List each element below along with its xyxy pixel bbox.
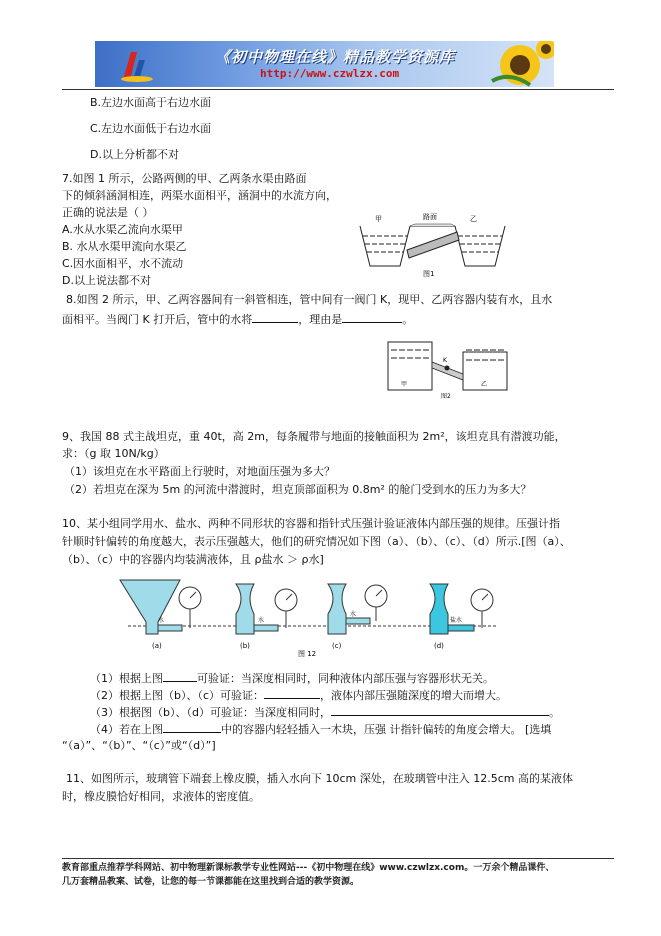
site-logo-icon	[115, 46, 155, 84]
q7-line2: 下的倾斜涵洞相连，两渠水面相平，涵洞中的水流方向，	[62, 189, 337, 202]
q10-blank-4[interactable]	[163, 721, 221, 733]
q9-line2: 求：（g 取 10N/kg）	[62, 447, 165, 460]
q9-line1: 9、我国 88 式主战坦克，重 40t，高 2m，每条履带与地面的接触面积为 2m²，该坦克具有潜渡功能，	[62, 430, 566, 443]
figure-1-canals	[355, 210, 515, 282]
q6-option-b: B.左边水面高于右边水面	[90, 96, 212, 109]
fig12-d-label: (d)	[434, 642, 444, 650]
footer-line2: 几万套精品教案、试卷，让您的每一节课都能在这里找到合适的教学资源。	[62, 877, 360, 887]
q9-part1: （1）该坦克在水平路面上行驶时，对地面压强为多大？	[64, 465, 335, 478]
sunflower-image	[490, 41, 554, 87]
q10-sub4-end: 中的容器内轻轻插入一木块，压强 计指针偏转的角度会增大。 [选填	[221, 723, 552, 736]
q10-sub3-end: 。	[548, 706, 560, 719]
fig12-c-label: (c)	[332, 642, 342, 650]
fig2-caption: 图2	[441, 393, 451, 400]
q10-sub1-start: （1）根据上图	[90, 672, 163, 685]
q10-sub1-end: 可验证：当深度相同时，同种液体内部压强与容器形状无关。	[197, 672, 494, 685]
q7-option-c: C.因水面相平，水不流动	[62, 257, 184, 270]
q7-option-a: A.水从水渠乙流向水渠甲	[62, 223, 183, 236]
q6-option-d: D.以上分析都不对	[90, 148, 179, 161]
q10-sub2	[90, 687, 507, 702]
q11-line2: 时，橡皮膜恰好相同，求液体的密度值。	[62, 790, 260, 803]
banner-title: 《初中物理在线》精品教学资源库	[215, 48, 456, 66]
q7-option-d: D.以上说法都不对	[62, 274, 151, 287]
q9-part2: （2）若坦克在深为 5m 的河流中潜渡时，坦克顶部面积为 0.8m² 的舱门受到水的压力为多大？	[64, 483, 532, 496]
q8-line2-start: 面相平。当阀门 K 打开后，管中的水将	[62, 313, 253, 326]
q8-blank-2[interactable]	[342, 311, 402, 323]
figure-12-pressure-gauges	[118, 578, 508, 658]
q8-line1: 8.如图 2 所示，甲、乙两容器间有一斜管相连，管中间有一阀门 K，现甲、乙两容器内装有水，且水	[66, 293, 553, 306]
q7-line1: 7.如图 1 所示，公路两侧的甲、乙两条水渠由路面	[62, 172, 307, 185]
fig1-label-left: 甲	[375, 215, 382, 223]
fig1-label-mid: 路面	[423, 213, 437, 221]
fig12-a-liquid: 水	[158, 617, 165, 624]
q10-sub2-end: ，液体内部压强随深度的增大而增大。	[320, 689, 508, 702]
fig12-a-label: (a)	[152, 642, 162, 650]
fig12-b-liquid: 水	[258, 617, 265, 624]
header-rule	[62, 89, 614, 90]
q10-blank-2[interactable]	[264, 687, 320, 699]
q10-sub3-start: （3）根据图（b）、（d）可验证：当深度相同时，	[90, 706, 331, 719]
fig2-label-left: 甲	[401, 381, 408, 388]
fig1-caption: 图1	[423, 270, 435, 278]
q8-line2	[62, 311, 413, 326]
fig2-label-right: 乙	[481, 381, 488, 388]
q10-sub1	[90, 670, 494, 685]
q7-option-b: B. 水从水渠甲流向水渠乙	[62, 240, 187, 253]
fig2-valve-label: K	[443, 357, 447, 364]
q10-sub2-start: （2）根据上图（b）、（c）可验证：	[90, 689, 265, 702]
fig12-b-label: (b)	[240, 642, 250, 650]
q8-blank-1[interactable]	[252, 311, 298, 323]
fig12-caption: 图 12	[298, 650, 317, 658]
q6-option-c: C.左边水面低于右边水面	[90, 122, 212, 135]
q10-blank-3[interactable]	[331, 704, 549, 716]
q11-line1: 11、如图所示，玻璃管下端套上橡皮膜，插入水向下 10cm 深处，在玻璃管中注入 12.5cm 高的某液体	[66, 772, 573, 785]
footer-rule	[62, 858, 614, 859]
header-banner	[95, 41, 554, 87]
q10-line2: 针顺时针偏转的角度越大，表示压强越大，他们的研究情况如下图（a）、（b）、（c）、（d）所示.[图（a）、	[62, 535, 571, 548]
q8-line2-mid: ，理由是	[298, 313, 343, 326]
fig1-label-right: 乙	[470, 215, 477, 223]
q8-line2-end: 。	[402, 313, 414, 326]
q10-blank-1[interactable]	[163, 670, 197, 682]
q10-line1: 10、某小组同学用水、盐水、两种不同形状的容器和指针式压强计验证液体内部压强的规律。压强计指	[62, 517, 560, 530]
q10-sub4-start: （4）若在上图	[90, 723, 163, 736]
q10-line3: （b）、（c）中的容器内均装满液体，且 ρ盐水 ＞ ρ水]	[62, 553, 324, 566]
footer-line1: 教育部重点推荐学科网站、初中物理新课标教学专业性网站---《初中物理在线》www.czwlzx.com。一万余个精品课件、	[62, 863, 555, 873]
fig12-c-liquid: 水	[350, 611, 357, 618]
figure-2-containers	[385, 338, 515, 400]
q10-sub3	[90, 704, 560, 719]
banner-url[interactable]: http://www.czwlzx.com	[260, 67, 400, 80]
q7-line3: 正确的说法是（ ）	[62, 206, 154, 219]
q10-sub4-options: “（a）”、“（b）”、“（c）”或“（d）”]	[62, 739, 216, 752]
q10-sub4	[90, 721, 551, 736]
fig12-d-liquid: 盐水	[450, 617, 463, 624]
